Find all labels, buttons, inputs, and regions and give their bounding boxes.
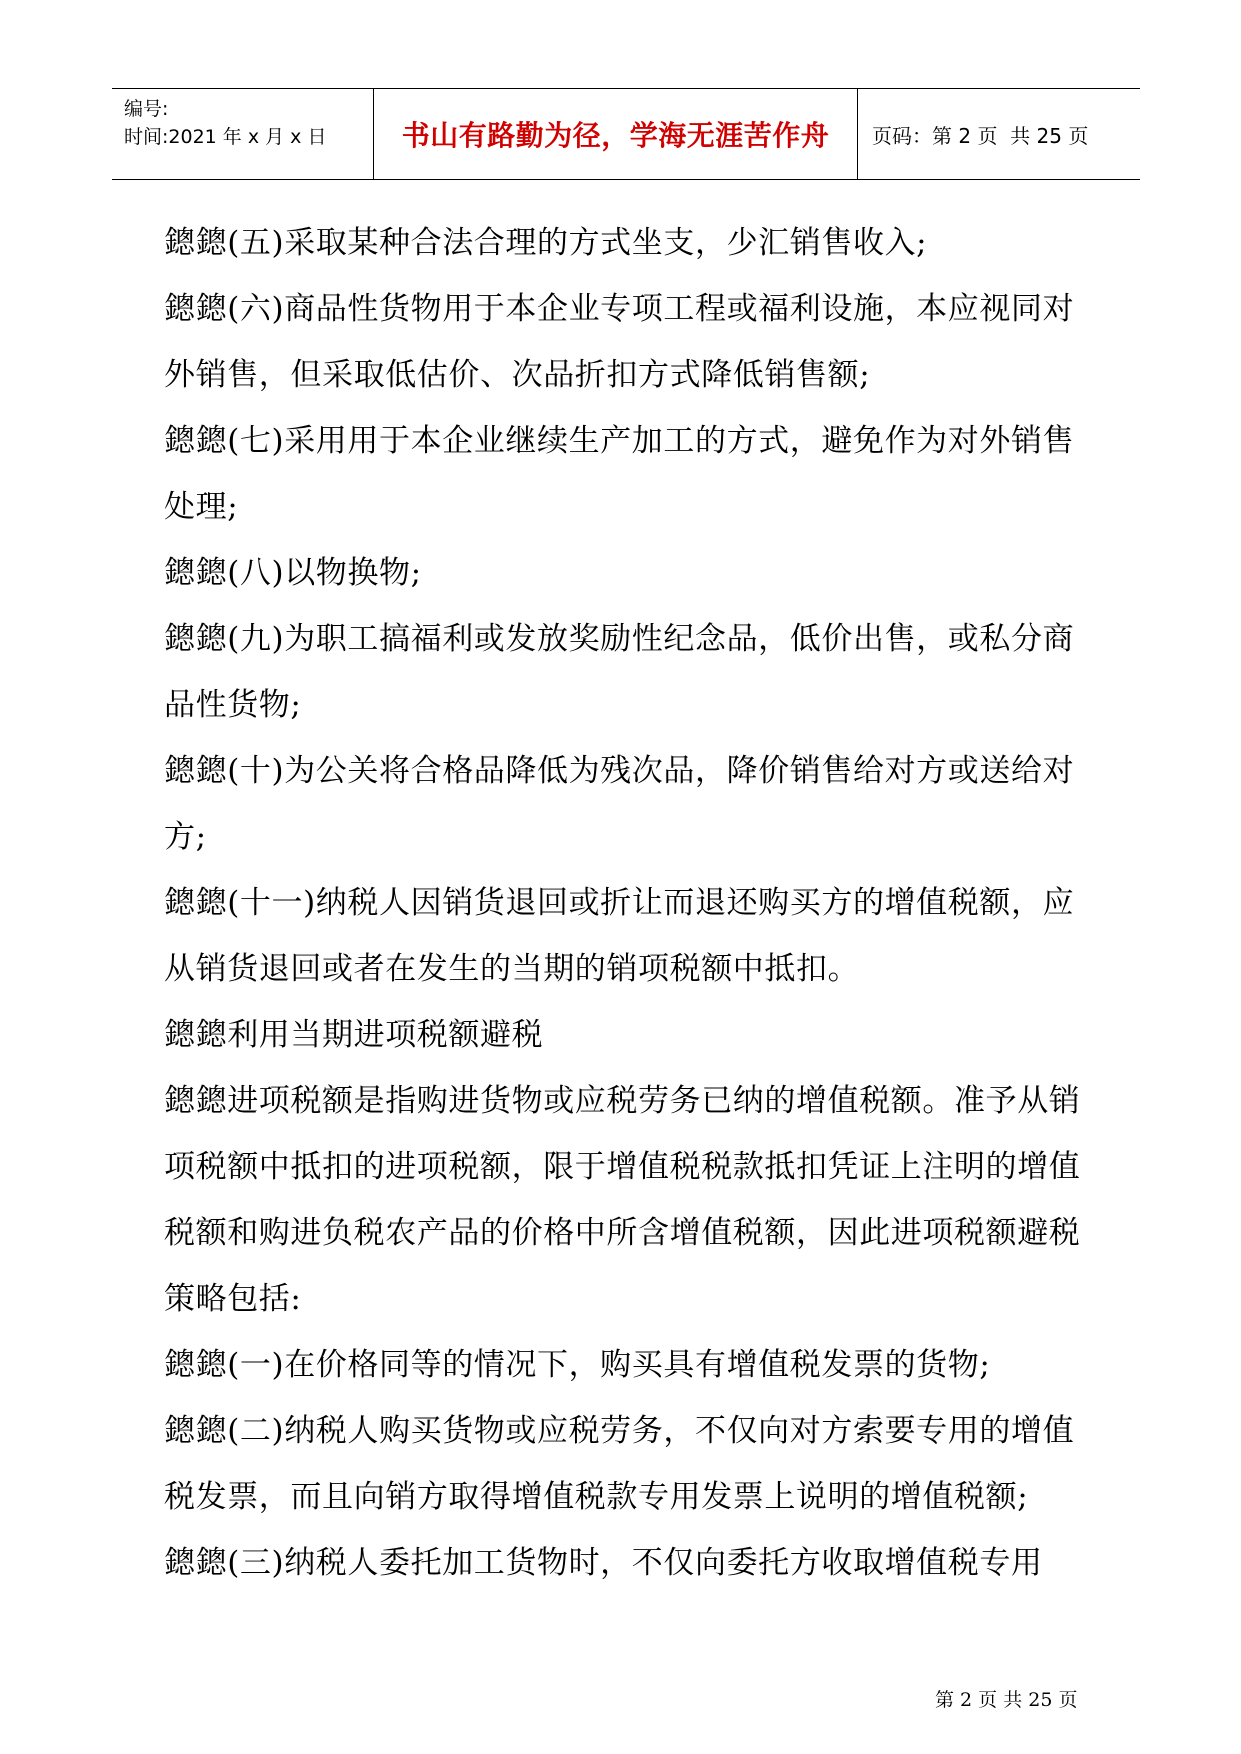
header-motto: 书山有路勤为径，学海无涯苦作舟 <box>401 119 830 152</box>
paragraph: 鏓鏓(二)纳税人购买货物或应税劳务，不仅向对方索要专用的增值税发票，而且向销方取得增值税款专用发票上说明的增值税额; <box>164 1413 1075 1515</box>
document-number-label: 编号: <box>124 98 169 120</box>
paragraph: 鏓鏓(七)采用用于本企业继续生产加工的方式，避免作为对外销售处理; <box>164 423 1075 525</box>
paragraph: 鏓鏓利用当期进项税额避税 <box>164 1017 544 1053</box>
page-footer: 第 2 页 共 25 页 <box>935 1689 1078 1711</box>
paragraph: 鏓鏓(六)商品性货物用于本企业专项工程或福利设施，本应视同对外销售，但采取低估价、次品折扣方式降低销售额; <box>164 291 1075 393</box>
paragraph: 鏓鏓(十)为公关将合格品降低为残次品，降价销售给对方或送给对方; <box>164 753 1075 855</box>
page-header <box>112 88 1140 180</box>
paragraph: 鏓鏓(八)以物换物; <box>164 555 422 591</box>
paragraph: 鏓鏓(九)为职工搞福利或发放奖励性纪念品，低价出售，或私分商品性货物; <box>164 621 1075 723</box>
paragraph: 鏓鏓(一)在价格同等的情况下，购买具有增值税发票的货物; <box>164 1347 991 1383</box>
header-divider-right <box>857 89 858 179</box>
header-page-info: 页码：第 2 页 共 25 页 <box>872 123 1089 148</box>
paragraph: 鏓鏓(三)纳税人委托加工货物时，不仅向委托方收取增值税专用 <box>164 1545 1043 1581</box>
paragraph: 鏓鏓(五)采取某种合法合理的方式坐支，少汇销售收入; <box>164 225 928 261</box>
paragraph: 鏓鏓进项税额是指购进货物或应税劳务已纳的增值税额。准予从销项税额中抵扣的进项税额，限于增值税税款抵扣凭证上注明的增值税额和购进负税农产品的价格中所含增值税额，因此进项税额避税策略包括: <box>164 1083 1081 1317</box>
header-meta <box>124 95 326 151</box>
document-body <box>164 210 1096 1596</box>
paragraph: 鏓鏓(十一)纳税人因销货退回或折让而退还购买方的增值税额，应从销货退回或者在发生的当期的销项税额中抵扣。 <box>164 885 1075 987</box>
document-time-label: 时间:2021 年 x 月 x 日 <box>124 126 327 148</box>
